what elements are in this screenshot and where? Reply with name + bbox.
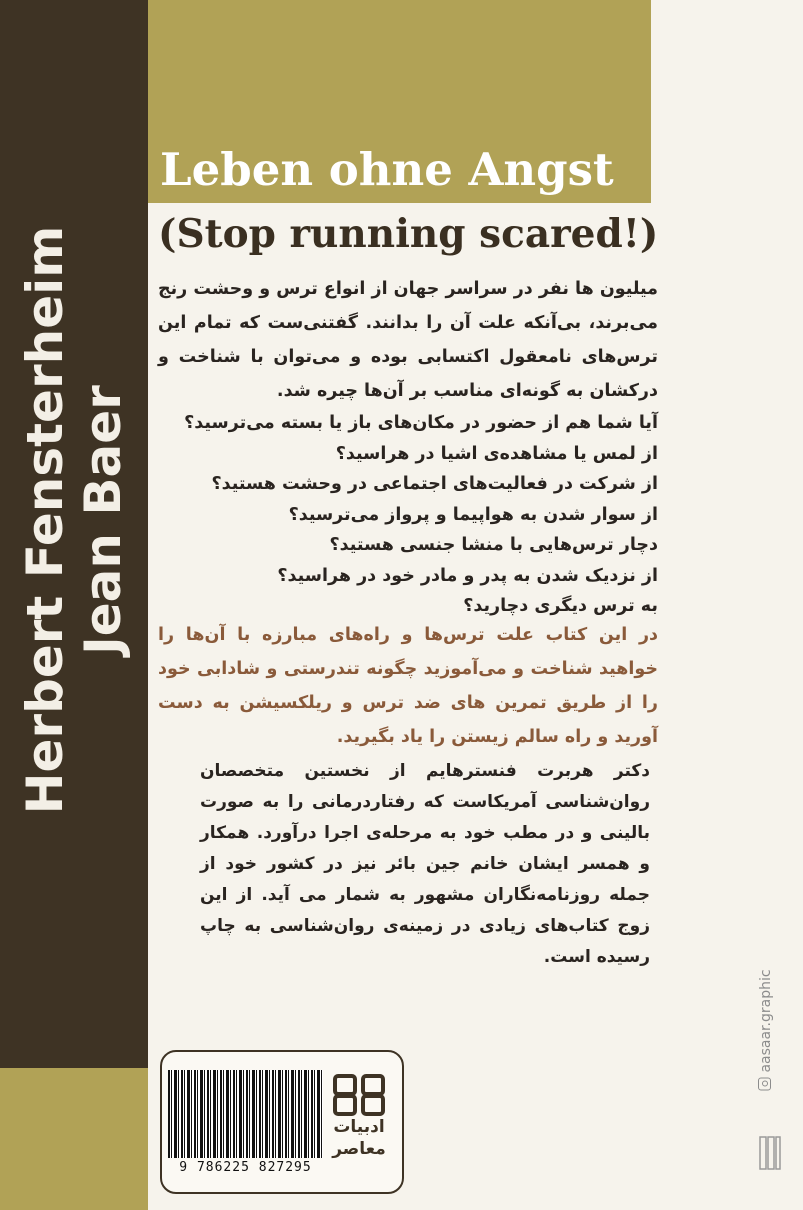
intro-paragraph: میلیون ها نفر در سراسر جهان از انواع ترس و وحشت رنج می‌برند، بی‌آنکه علت آن را بدانند. گفتنی‌ست که تمام این ترس‌های نامعقول اکتسابی بوده و می‌توان با شناخت و درکشان به گونه‌ای مناسب بر آن‌ها چیره شد.	[158, 279, 658, 401]
question-item: دچار ترس‌هایی با منشا جنسی هستید؟	[329, 535, 658, 555]
question-item: از شرکت در فعالیت‌های اجتماعی در وحشت هستید؟	[211, 474, 658, 494]
publisher-logo	[327, 1072, 391, 1172]
spine-author-1: Herbert Fensterheim	[16, 225, 74, 815]
author-paragraph: دکتر هربرت فنسترهایم از نخستین متخصصان روان‌شناسی آمریکاست که رفتاردرمانی را به صورت بالینی و در مطب خود به مرحله‌ی اجرا درآورد. همکار و همسر ایشان خانم جین بائر نیز در کشور خود از جمله روزنامه‌نگاران مشهور به شمار می آید. از این زوج کتاب‌های زیادی در زمینه‌ی روان‌شناسی به چاپ رسیده است.	[200, 761, 650, 967]
publisher-name: ادبیات معاصر	[332, 1117, 386, 1159]
highlight-paragraph: در این کتاب علت ترس‌ها و راه‌های مبارزه با آن‌ها را خواهید شناخت و می‌آموزید چگونه تندرستی و شادابی خود را از طریق تمرین های ضد ترس و ریلکسیشن به دست آورید و راه سالم زیستن را یاد بگیرید.	[158, 625, 658, 747]
barcode-digits: 9 786225 827295	[179, 1160, 312, 1175]
question-item: از لمس یا مشاهده‌ی اشیا در هراسید؟	[335, 443, 658, 464]
spine-author-2: Jean Baer	[74, 385, 132, 655]
book-subtitle: (Stop running scared!)	[158, 211, 659, 257]
question-item: از نزدیک شدن به پدر و مادر خود در هراسید؟	[277, 565, 658, 586]
book-title: Leben ohne Angst	[160, 143, 614, 196]
question-item: از سوار شدن به هواپیما و پرواز می‌ترسید؟	[288, 504, 658, 525]
credit-handle: aasaar.graphic	[758, 969, 774, 1073]
question-item: به ترس دیگری دچارید؟	[463, 596, 658, 616]
question-item: آیا شما هم از حضور در مکان‌های باز یا بسته می‌ترسید؟	[184, 413, 658, 433]
designer-mark-icon	[758, 1135, 782, 1171]
barcode-bars	[168, 1070, 323, 1158]
instagram-icon	[758, 1078, 771, 1091]
designer-credit	[758, 969, 774, 1090]
publisher-emblem-icon	[327, 1072, 391, 1118]
spine-lower-band	[0, 1068, 148, 1210]
spine-authors	[16, 226, 132, 815]
questions-list	[158, 408, 658, 622]
